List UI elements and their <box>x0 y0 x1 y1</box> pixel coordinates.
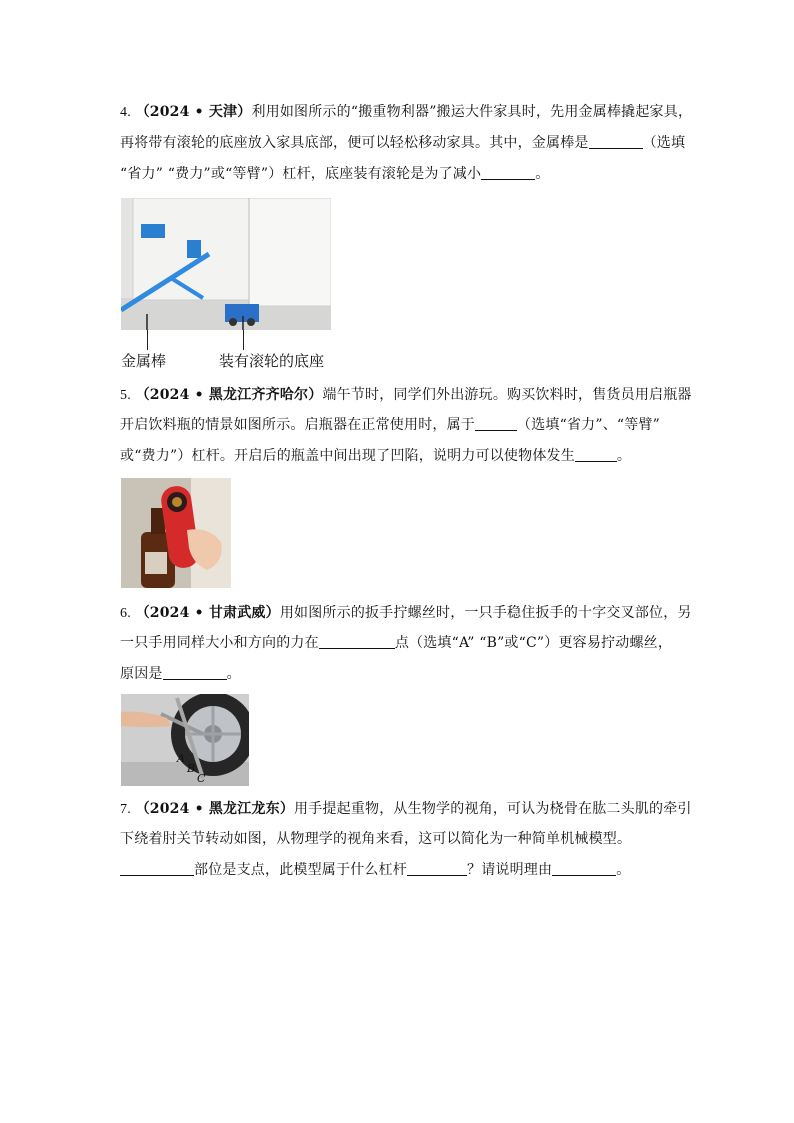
q7-line-2 <box>120 829 690 849</box>
q7-text-3c: 。 <box>616 862 631 878</box>
q6-blank-1[interactable] <box>319 634 395 649</box>
q5-blank-1[interactable] <box>475 416 517 431</box>
q6-number: 6. <box>120 606 131 621</box>
furniture-mover-photo <box>121 198 331 330</box>
q6-blank-2[interactable] <box>163 665 227 680</box>
q6-text-2b: 点（选填“A” “B”或“C”）更容易拧动螺丝， <box>394 635 673 651</box>
q4-blank-1[interactable] <box>589 134 643 149</box>
q4-line-3 <box>120 164 690 184</box>
q7-blank-1[interactable] <box>120 861 194 876</box>
q7-text-1: 用手提起重物，从生物学的视角，可认为桡骨在肱二头肌的牵引 <box>294 801 692 817</box>
caption-metal-rod: 金属棒 <box>121 352 167 370</box>
pointer-line-right <box>243 330 244 350</box>
q5-source: （2024 • 黑龙江齐齐哈尔） <box>135 387 323 403</box>
q6-text-2a: 一只手用同样大小和方向的力在 <box>120 635 319 651</box>
q7-text-2: 下绕着肘关节转动如图，从物理学的视角来看，这可以简化为一种简单机械模型。 <box>120 831 632 847</box>
q4-text-1: 利用如图所示的“搬重物利器”搬运大件家具时，先用金属棒撬起家具， <box>251 104 693 120</box>
label-point-c: C <box>197 772 206 785</box>
q4-line-1 <box>120 102 693 123</box>
label-point-b: B <box>187 762 196 775</box>
q6-line-3 <box>120 664 690 684</box>
q6-line-1 <box>120 603 690 624</box>
wrench-wheel-photo <box>121 694 249 786</box>
q5-number: 5. <box>120 388 131 403</box>
pointer-line-left <box>147 330 148 350</box>
q5-text-2a: 开启饮料瓶的情景如图所示。启瓶器在正常使用时，属于 <box>120 417 475 433</box>
q5-blank-2[interactable] <box>575 447 617 462</box>
q6-line-2 <box>120 633 690 653</box>
q6-text-1: 用如图所示的扳手拧螺丝时，一只手稳住扳手的十字交叉部位，另 <box>279 605 692 621</box>
q7-line-1 <box>120 799 690 820</box>
q4-source: （2024 • 天津） <box>135 104 252 120</box>
label-point-a: A <box>177 752 185 765</box>
caption-wheeled-base: 装有滚轮的底座 <box>219 352 325 370</box>
q5-text-1: 端午节时，同学们外出游玩。购买饮料时，售货员用启瓶器 <box>322 387 692 403</box>
q7-text-3b: ？请说明理由 <box>467 862 553 878</box>
q7-source: （2024 • 黑龙江龙东） <box>135 801 295 817</box>
q4-number: 4. <box>120 105 131 120</box>
q5-text-3b: 。 <box>616 448 632 464</box>
q4-text-2b: （选填 <box>642 135 686 151</box>
q6-text-3b: 。 <box>226 666 241 682</box>
q6-source: （2024 • 甘肃武威） <box>135 605 280 621</box>
q4-blank-2[interactable] <box>481 165 535 180</box>
bottle-opener-photo <box>121 478 231 588</box>
q7-blank-3[interactable] <box>552 861 616 876</box>
q5-line-2 <box>120 415 690 435</box>
q7-blank-2[interactable] <box>407 861 467 876</box>
q7-text-3a: 部位是支点，此模型属于什么杠杆 <box>194 862 407 878</box>
q4-text-3a: “省力” “费力”或“等臂”）杠杆，底座装有滚轮是为了减小 <box>120 166 482 182</box>
q6-text-3a: 原因是 <box>120 666 163 682</box>
q4-line-2 <box>120 133 690 153</box>
q5-line-1 <box>120 385 690 406</box>
q4-text-3b: 。 <box>535 166 550 182</box>
q5-text-3a: 或“费力”）杠杆。开启后的瓶盖中间出现了凹陷，说明力可以使物体发生 <box>120 448 575 464</box>
q4-text-2a: 再将带有滚轮的底座放入家具底部，便可以轻松移动家具。其中，金属棒是 <box>120 135 589 151</box>
q5-line-3 <box>120 446 690 466</box>
q7-number: 7. <box>120 802 131 817</box>
q7-line-3 <box>120 860 690 880</box>
q5-text-2b: （选填“省力”、“等臂” <box>517 417 661 433</box>
